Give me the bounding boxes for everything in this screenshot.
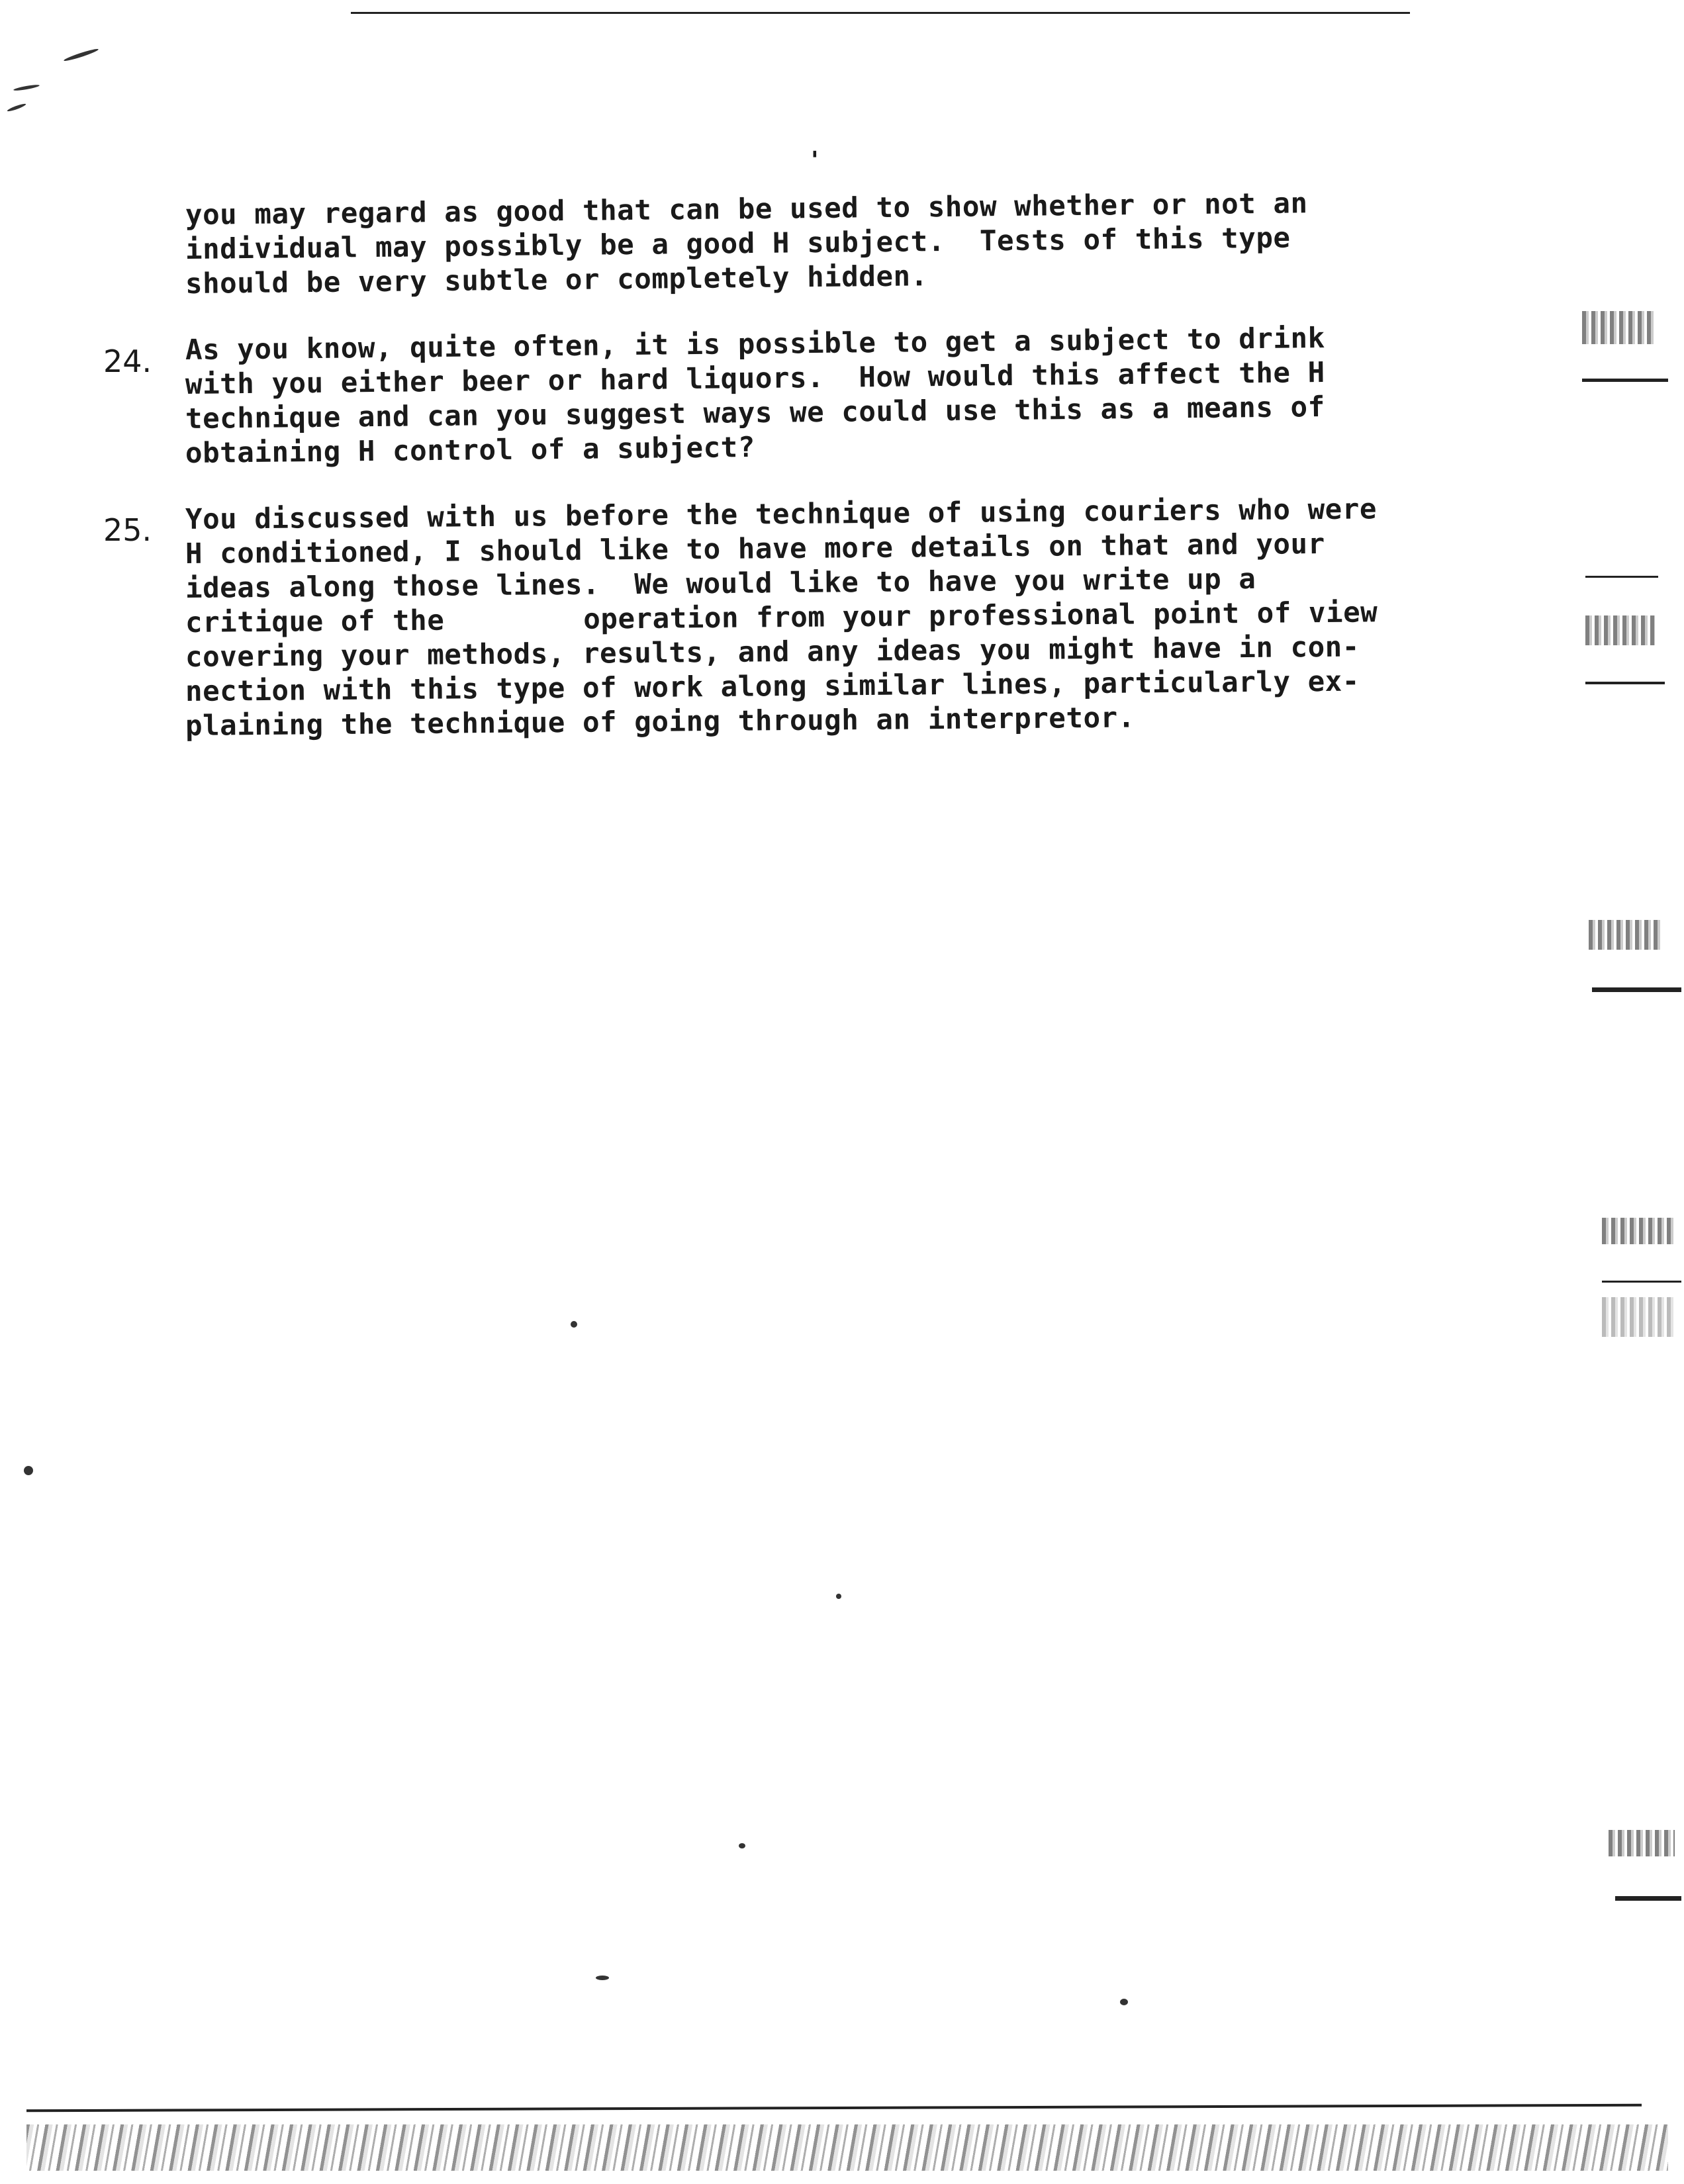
- bottom-scan-noise: [26, 2124, 1668, 2171]
- item-25-line: ideas along those lines. We would like to have you write up a: [185, 563, 1256, 605]
- margin-scan-mark: [1602, 1297, 1675, 1337]
- margin-rule: [1582, 379, 1668, 382]
- item-24-line: obtaining H control of a subject?: [185, 431, 756, 470]
- margin-scan-mark: [1589, 920, 1661, 950]
- item-number-25: 25.: [103, 512, 152, 548]
- speck: [739, 1843, 745, 1848]
- item-24-line: with you either beer or hard liquors. How would this affect the H: [185, 356, 1325, 401]
- item-number-24: 24.: [103, 343, 152, 379]
- item-25-line: covering your methods, results, and any ideas you might have in con-: [185, 631, 1360, 674]
- margin-rule: [1615, 1896, 1681, 1901]
- top-rule: [351, 12, 1410, 14]
- margin-rule: [1592, 987, 1681, 992]
- item-25-line: H conditioned, I should like to have more details on that and your: [185, 527, 1325, 570]
- continuation-line: individual may possibly be a good H subject. Tests of this type: [185, 222, 1291, 266]
- margin-scan-mark: [1609, 1830, 1675, 1856]
- speck: [24, 1466, 33, 1475]
- scribble-mark: [13, 84, 40, 92]
- redaction-gap: [444, 629, 583, 630]
- margin-scan-mark: [1582, 311, 1655, 344]
- margin-rule: [1585, 576, 1658, 578]
- scribble-mark: [63, 48, 99, 63]
- item-25-line: You discussed with us before the technique of using couriers who were: [185, 493, 1378, 536]
- margin-rule: [1585, 682, 1665, 684]
- speck: [571, 1321, 577, 1328]
- item-24-line: technique and can you suggest ways we could use this as a means of: [185, 390, 1325, 435]
- margin-scan-mark: [1602, 1218, 1675, 1244]
- item-25-line: nection with this type of work along similar lines, particularly ex-: [185, 665, 1360, 708]
- continuation-line: should be very subtle or completely hidden.: [185, 260, 928, 300]
- item-24-line: As you know, quite often, it is possible to get a subject to drink: [185, 322, 1325, 367]
- scribble-mark: [7, 103, 26, 113]
- continuation-line: you may regard as good that can be used to show whether or not an: [185, 187, 1308, 232]
- redacted-line-after: operation from your professional point of view: [583, 596, 1378, 636]
- bottom-rule: [26, 2104, 1642, 2113]
- redacted-line-before: critique of the: [185, 604, 445, 639]
- speck: [836, 1594, 841, 1599]
- page-marker: ': [808, 147, 822, 174]
- margin-rule: [1602, 1281, 1681, 1283]
- speck: [596, 1976, 609, 1980]
- margin-scan-mark: [1585, 615, 1655, 645]
- speck: [1120, 1999, 1128, 2005]
- item-25-line: plaining the technique of going through an interpretor.: [185, 702, 1135, 743]
